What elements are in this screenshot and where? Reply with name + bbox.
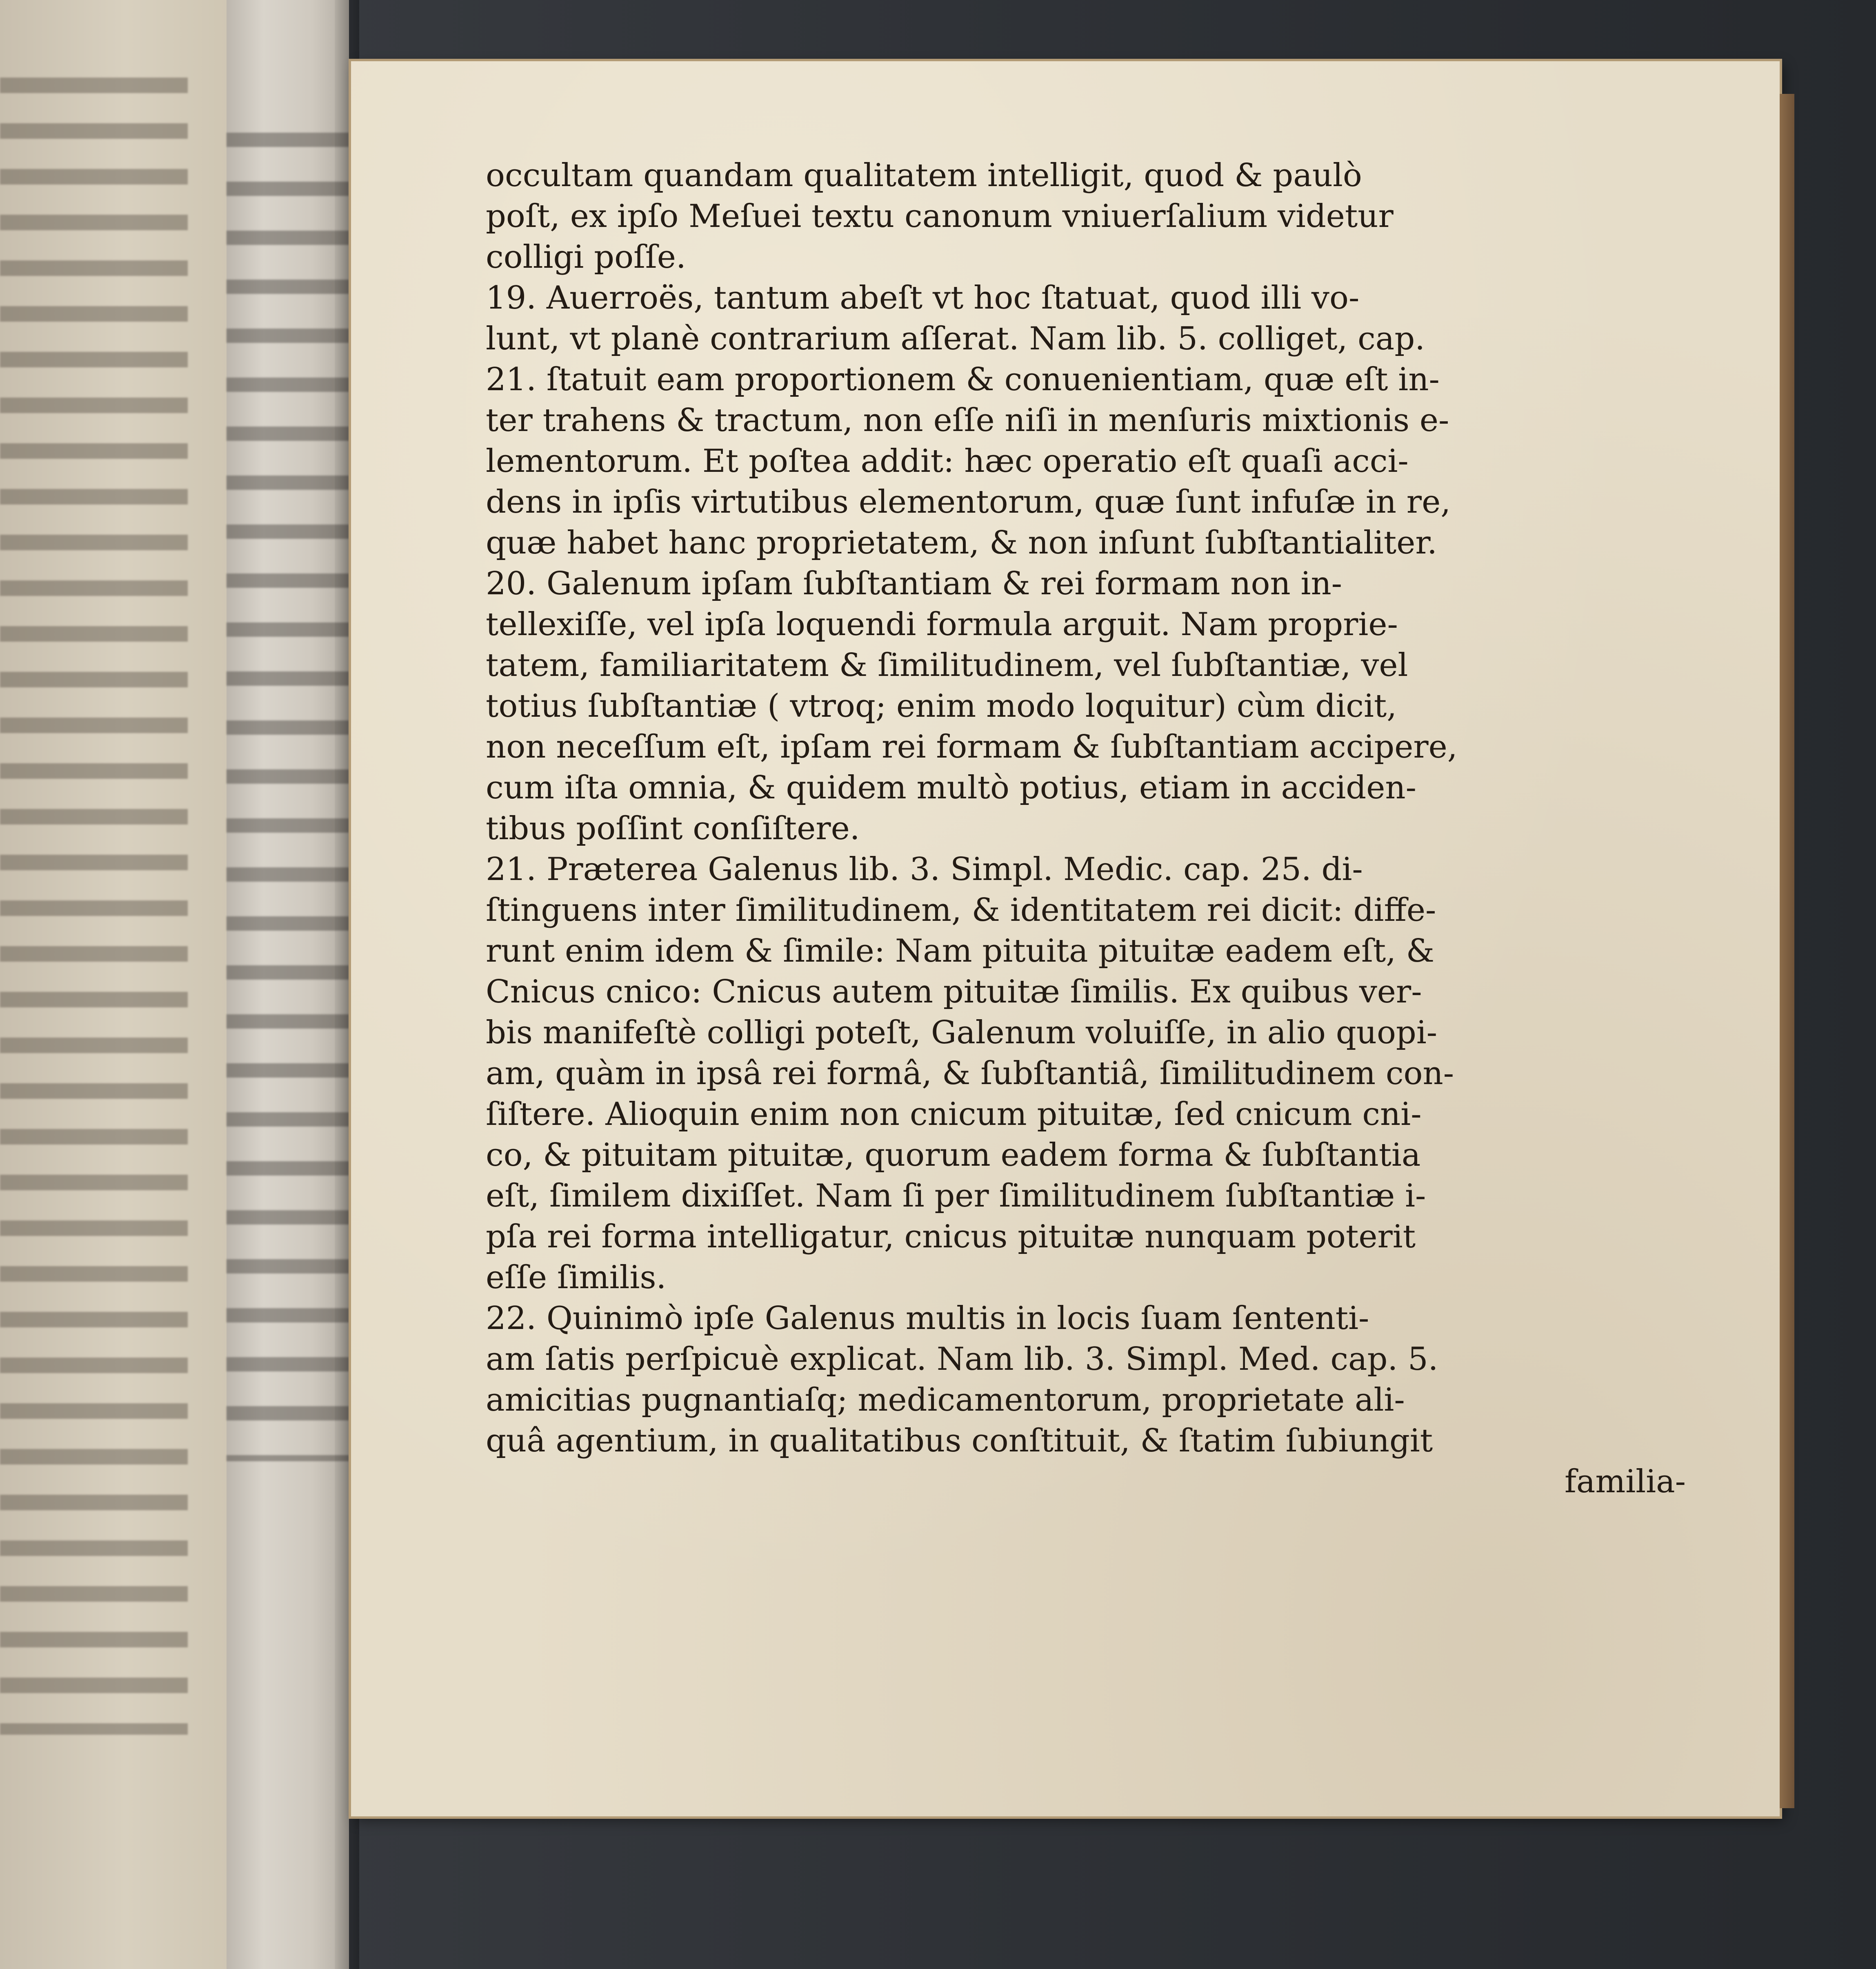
text-line: amicitias pugnantiaſq; medicamentorum, proprietate ali-: [486, 1382, 1405, 1418]
gutter-strip: [227, 0, 349, 1969]
text-line: am, quàm in ipsâ rei formâ, & ſubſtantiâ, ſimilitudinem con-: [486, 1055, 1454, 1092]
text-line: colligi poſſe.: [486, 239, 686, 276]
text-line: dens in ipſis virtutibus elementorum, quæ ſunt infuſæ in re,: [486, 484, 1451, 520]
text-line: eſt, ſimilem dixiſſet. Nam ſi per ſimilitudinem ſubſtantiæ i-: [486, 1178, 1426, 1214]
page-text-block: [486, 155, 1710, 1502]
text-line: 21. ſtatuit eam proportionem & conuenientiam, quæ eſt in-: [486, 361, 1440, 398]
text-line: ter trahens & tractum, non eſſe niſi in menſuris mixtionis e-: [486, 402, 1449, 439]
text-line: eſſe ſimilis.: [486, 1259, 667, 1296]
text-line: lunt, vt planè contrarium aſſerat. Nam lib. 5. colliget, cap.: [486, 320, 1425, 357]
text-line: tibus poſſint conſiſtere.: [486, 810, 860, 847]
text-line: Cnicus cnico: Cnicus autem pituitæ ſimilis. Ex quibus ver-: [486, 973, 1422, 1010]
text-line: 19. Auerroës, tantum abeſt vt hoc ſtatuat, quod illi vo-: [486, 280, 1360, 316]
text-line: 22. Quinimò ipſe Galenus multis in locis ſuam ſententi-: [486, 1300, 1369, 1337]
page-edge: [1780, 94, 1794, 1808]
text-line: 21. Præterea Galenus lib. 3. Simpl. Medic. cap. 25. di-: [486, 851, 1363, 888]
catchword: familia-: [1564, 1463, 1686, 1500]
text-line: ſtinguens inter ſimilitudinem, & identitatem rei dicit: diffe-: [486, 892, 1436, 929]
text-line: quæ habet hanc proprietatem, & non inſunt ſubſtantialiter.: [486, 524, 1437, 561]
text-line: pſa rei forma intelligatur, cnicus pituitæ nunquam poterit: [486, 1218, 1416, 1255]
text-line: occultam quandam qualitatem intelligit, quod & paulò: [486, 157, 1362, 194]
gutter-text-illegible: [227, 114, 349, 1461]
text-line: 20. Galenum ipſam ſubſtantiam & rei formam non in-: [486, 565, 1343, 602]
text-line: runt enim idem & ſimile: Nam pituita pituitæ eadem eſt, &: [486, 933, 1435, 969]
left-page-text-illegible: [0, 61, 188, 1735]
text-line: non neceſſum eſt, ipſam rei formam & ſubſtantiam accipere,: [486, 729, 1458, 765]
text-line: poſt, ex ipſo Meſuei textu canonum vniuerſalium videtur: [486, 198, 1394, 235]
text-line: bis manifeſtè colligi poteſt, Galenum voluiſſe, in alio quopi-: [486, 1014, 1438, 1051]
text-line: tellexiſſe, vel ipſa loquendi formula arguit. Nam proprie-: [486, 606, 1398, 643]
text-line: tatem, familiaritatem & ſimilitudinem, vel ſubſtantiæ, vel: [486, 647, 1408, 684]
text-line: quâ agentium, in qualitatibus conſtituit, & ſtatim ſubiungit: [486, 1422, 1433, 1459]
text-line: cum iſta omnia, & quidem multò potius, etiam in acciden-: [486, 769, 1416, 806]
text-line: lementorum. Et poſtea addit: hæc operatio eſt quaſi acci-: [486, 443, 1409, 480]
text-line: ſiſtere. Alioquin enim non cnicum pituitæ, ſed cnicum cni-: [486, 1096, 1422, 1133]
left-facing-page: [0, 0, 229, 1969]
text-line: am ſatis perſpicuè explicat. Nam lib. 3. Simpl. Med. cap. 5.: [486, 1341, 1438, 1378]
text-line: co, & pituitam pituitæ, quorum eadem forma & ſubſtantia: [486, 1137, 1421, 1173]
right-page: [351, 61, 1780, 1816]
text-line: totius ſubſtantiæ ( vtroq; enim modo loquitur) cùm dicit,: [486, 688, 1397, 724]
